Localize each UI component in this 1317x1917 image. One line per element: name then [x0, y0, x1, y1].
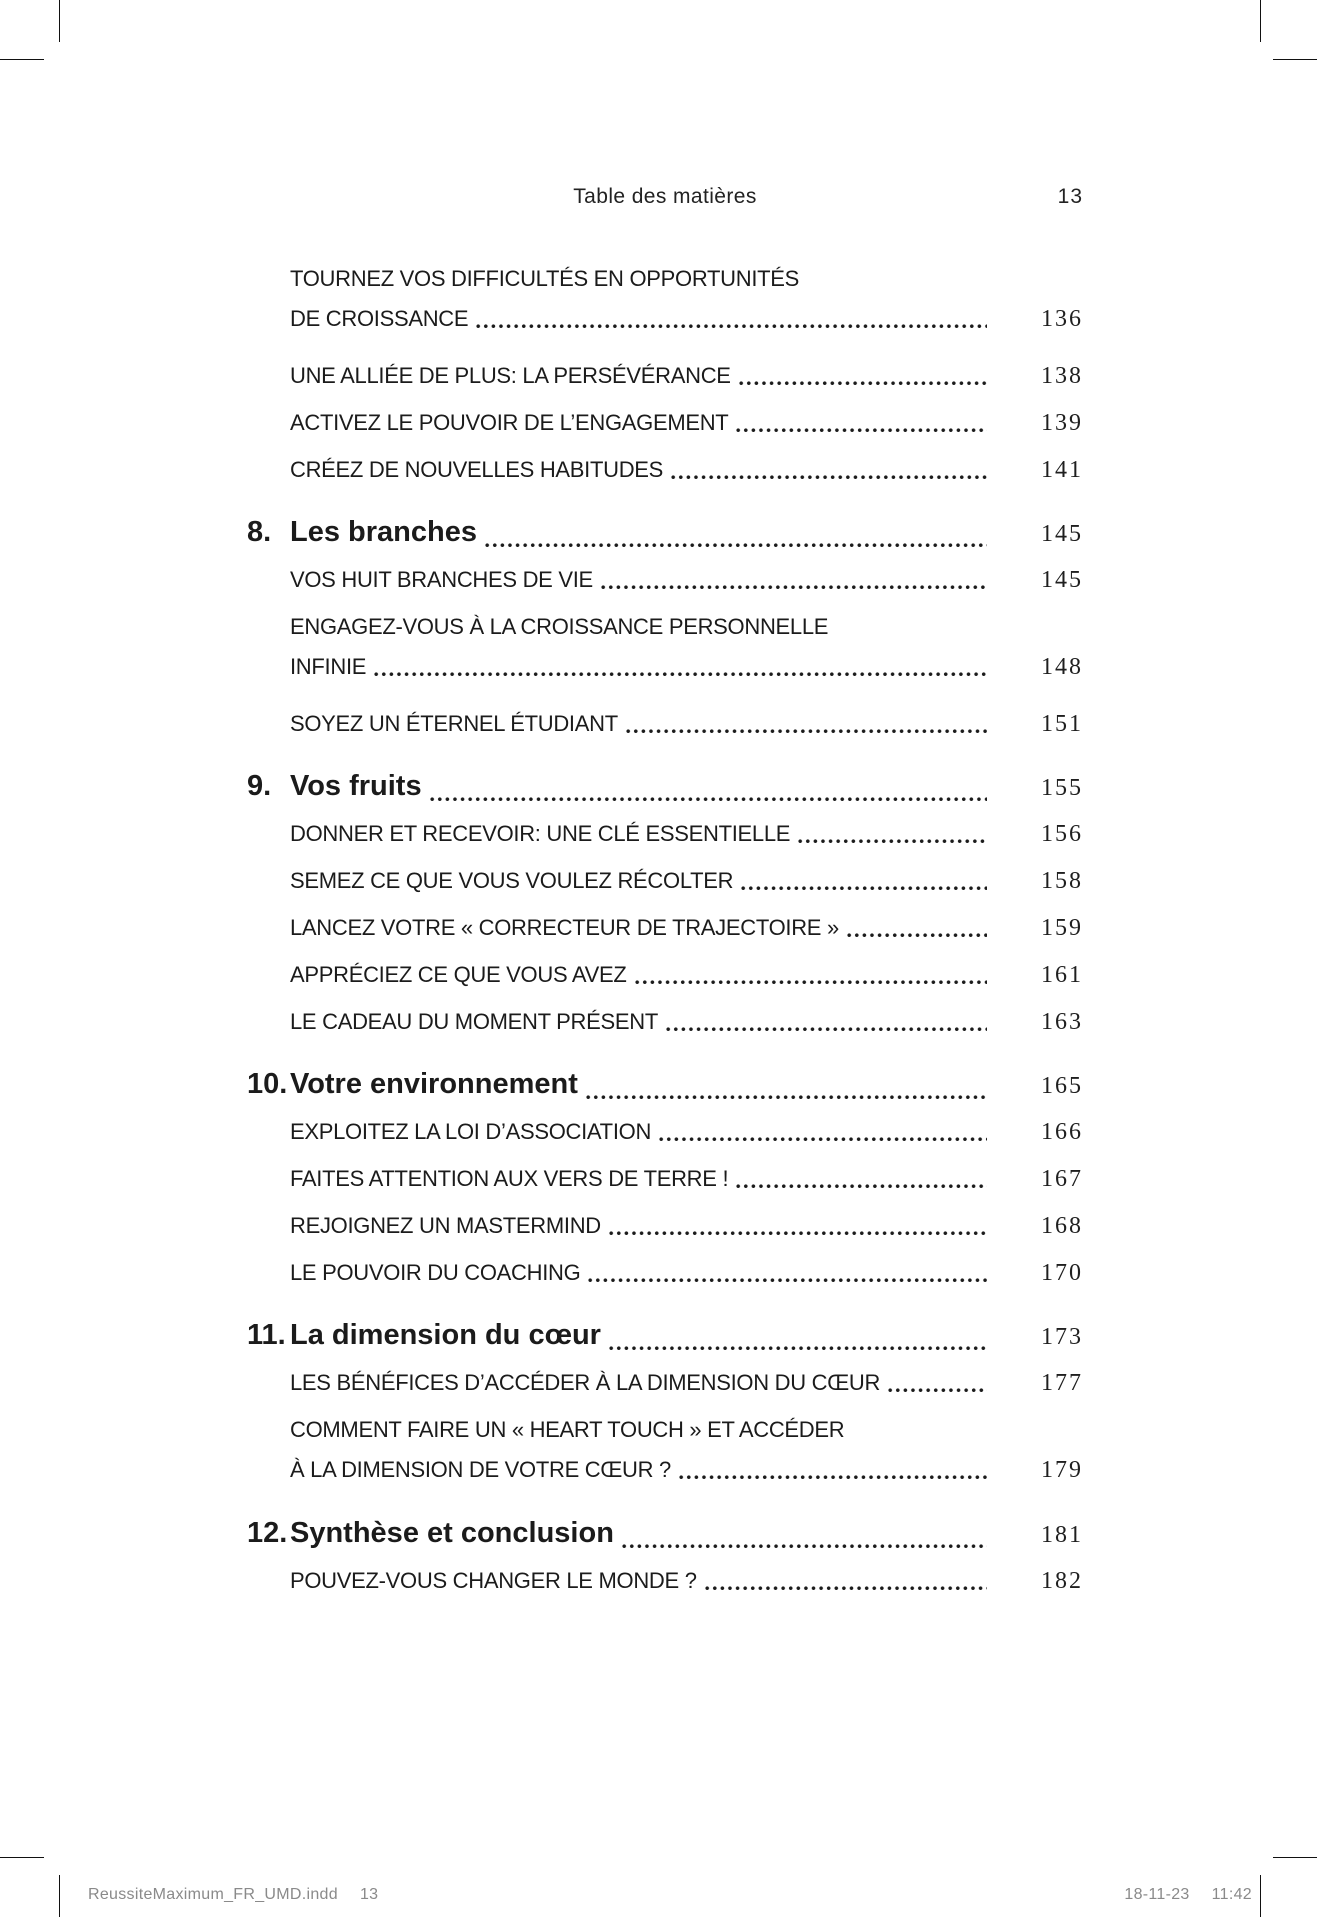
entry-page-number: 181 [1041, 1522, 1083, 1548]
toc-sub-entry [247, 1417, 1083, 1442]
entry-title: À LA DIMENSION DE VOTRE CŒUR ? [290, 1457, 671, 1482]
toc-sub-entry [247, 1009, 1083, 1035]
dot-leader [374, 672, 987, 677]
dot-leader [635, 980, 987, 985]
crop-mark-bottom-right-horizontal [1273, 1857, 1317, 1858]
chapter-number: 12. [247, 1517, 288, 1549]
entry-page-number: 158 [1041, 868, 1083, 894]
entry-page-number: 138 [1041, 363, 1083, 389]
entry-page-number: 166 [1041, 1119, 1083, 1145]
entry-page-number: 145 [1041, 567, 1083, 593]
toc-sub-entry [247, 868, 1083, 894]
chapter-title: Vos fruits [290, 770, 422, 802]
toc-sub-entry [247, 614, 1083, 639]
crop-mark-top-right-horizontal [1273, 59, 1317, 60]
entry-page-number: 136 [1041, 306, 1083, 332]
entry-title: DONNER ET RECEVOIR: UNE CLÉ ESSENTIELLE [290, 821, 791, 846]
slug-time: 11:42 [1211, 1886, 1252, 1903]
entry-title: LE POUVOIR DU COACHING [290, 1260, 581, 1285]
entry-title: APPRÉCIEZ CE QUE VOUS AVEZ [290, 962, 627, 987]
entry-page-number: 155 [1041, 775, 1083, 801]
slug-date: 18-11-23 [1124, 1886, 1190, 1903]
toc-sub-entry [247, 1370, 1083, 1396]
dot-leader [626, 729, 987, 734]
toc-sub-entry [247, 363, 1083, 389]
toc-sub-entry [247, 821, 1083, 847]
dot-leader [659, 1137, 987, 1142]
entry-page-number: 167 [1041, 1166, 1083, 1192]
entry-page-number: 177 [1041, 1370, 1083, 1396]
toc-list [247, 266, 1083, 1594]
entry-title: EXPLOITEZ LA LOI D’ASSOCIATION [290, 1119, 652, 1144]
toc-sub-entry [247, 1119, 1083, 1145]
entry-page-number: 179 [1041, 1457, 1083, 1483]
toc-sub-entry [247, 457, 1083, 483]
toc-sub-entry [247, 1568, 1083, 1594]
chapter-title: Synthèse et conclusion [290, 1517, 614, 1549]
running-head [247, 184, 1083, 210]
toc-page-content [247, 184, 1083, 1615]
dot-leader [485, 543, 987, 548]
entry-title: UNE ALLIÉE DE PLUS: LA PERSÉVÉRANCE [290, 363, 731, 388]
entry-page-number: 159 [1041, 915, 1083, 941]
entry-title: DE CROISSANCE [290, 306, 469, 331]
dot-leader [741, 886, 987, 891]
entry-page-number: 156 [1041, 821, 1083, 847]
chapter-number: 9. [247, 770, 272, 802]
dot-leader [476, 324, 987, 329]
entry-title: LANCEZ VOTRE « CORRECTEUR DE TRAJECTOIRE » [290, 915, 839, 940]
entry-page-number: 141 [1041, 457, 1083, 483]
crop-mark-top-left-horizontal [0, 59, 44, 60]
crop-mark-bottom-left-vertical [59, 1875, 60, 1917]
chapter-title: Les branches [290, 516, 477, 548]
toc-sub-entry [247, 915, 1083, 941]
dot-leader [586, 1095, 987, 1100]
dot-leader [705, 1586, 987, 1591]
toc-chapter-entry [247, 1514, 1083, 1552]
dot-leader [736, 428, 987, 433]
dot-leader [666, 1027, 987, 1032]
toc-sub-entry [247, 266, 1083, 291]
dot-leader [609, 1231, 987, 1236]
chapter-title: La dimension du cœur [290, 1319, 601, 1351]
entry-title: FAITES ATTENTION AUX VERS DE TERRE ! [290, 1166, 729, 1191]
entry-title: SEMEZ CE QUE VOUS VOULEZ RÉCOLTER [290, 868, 734, 893]
toc-sub-entry [247, 1213, 1083, 1239]
dot-leader [588, 1278, 987, 1283]
entry-page-number: 168 [1041, 1213, 1083, 1239]
dot-leader [798, 839, 987, 844]
toc-sub-entry [247, 1260, 1083, 1286]
toc-sub-entry [247, 711, 1083, 737]
entry-title: ENGAGEZ-VOUS À LA CROISSANCE PERSONNELLE [290, 614, 829, 639]
dot-leader [671, 475, 987, 480]
crop-mark-top-left-vertical [59, 0, 60, 42]
chapter-number: 11. [247, 1319, 286, 1351]
entry-page-number: 182 [1041, 1568, 1083, 1594]
entry-page-number: 148 [1041, 654, 1083, 680]
dot-leader [888, 1388, 987, 1393]
slug-file-label: ReussiteMaximum_FR_UMD.indd [88, 1886, 338, 1903]
entry-page-number: 139 [1041, 410, 1083, 436]
dot-leader [601, 585, 987, 590]
dot-leader [622, 1544, 987, 1549]
dot-leader [679, 1475, 987, 1480]
crop-mark-top-right-vertical [1260, 0, 1261, 42]
chapter-number: 8. [247, 516, 272, 548]
entry-title: REJOIGNEZ UN MASTERMIND [290, 1213, 601, 1238]
dot-leader [609, 1346, 987, 1351]
entry-title: INFINIE [290, 654, 367, 679]
entry-page-number: 151 [1041, 711, 1083, 737]
entry-title: SOYEZ UN ÉTERNEL ÉTUDIANT [290, 711, 618, 736]
entry-title: COMMENT FAIRE UN « HEART TOUCH » ET ACCÉDER [290, 1417, 845, 1442]
entry-title: ACTIVEZ LE POUVOIR DE L’ENGAGEMENT [290, 410, 729, 435]
entry-page-number: 145 [1041, 521, 1083, 547]
toc-sub-entry [247, 306, 1083, 332]
page-folio: 13 [1057, 185, 1083, 208]
entry-title: TOURNEZ VOS DIFFICULTÉS EN OPPORTUNITÉS [290, 266, 800, 291]
toc-sub-entry [247, 410, 1083, 436]
page-title: Table des matières [573, 185, 757, 208]
slug-file-page: 13 [359, 1886, 379, 1903]
entry-title: LES BÉNÉFICES D’ACCÉDER À LA DIMENSION DU CŒUR [290, 1370, 881, 1395]
toc-sub-entry [247, 962, 1083, 988]
crop-mark-bottom-left-horizontal [0, 1857, 44, 1858]
entry-title: CRÉEZ DE NOUVELLES HABITUDES [290, 457, 664, 482]
crop-mark-bottom-right-vertical [1260, 1875, 1261, 1917]
entry-page-number: 163 [1041, 1009, 1083, 1035]
dot-leader [847, 933, 987, 938]
toc-sub-entry [247, 1166, 1083, 1192]
chapter-title: Votre environnement [290, 1068, 578, 1100]
toc-sub-entry [247, 567, 1083, 593]
toc-sub-entry [247, 1457, 1083, 1483]
entry-page-number: 161 [1041, 962, 1083, 988]
entry-title: VOS HUIT BRANCHES DE VIE [290, 567, 593, 592]
entry-title: LE CADEAU DU MOMENT PRÉSENT [290, 1009, 658, 1034]
toc-chapter-entry [247, 1316, 1083, 1354]
slug-filename [88, 1886, 378, 1904]
slug-datetime [1124, 1886, 1252, 1904]
toc-sub-entry [247, 654, 1083, 680]
dot-leader [736, 1184, 987, 1189]
dot-leader [739, 381, 987, 386]
entry-page-number: 165 [1041, 1073, 1083, 1099]
entry-title: POUVEZ-VOUS CHANGER LE MONDE ? [290, 1568, 697, 1593]
entry-page-number: 173 [1041, 1324, 1083, 1350]
chapter-number: 10. [247, 1068, 288, 1100]
toc-chapter-entry [247, 767, 1083, 805]
toc-chapter-entry [247, 1065, 1083, 1103]
dot-leader [430, 797, 987, 802]
entry-page-number: 170 [1041, 1260, 1083, 1286]
toc-chapter-entry [247, 513, 1083, 551]
